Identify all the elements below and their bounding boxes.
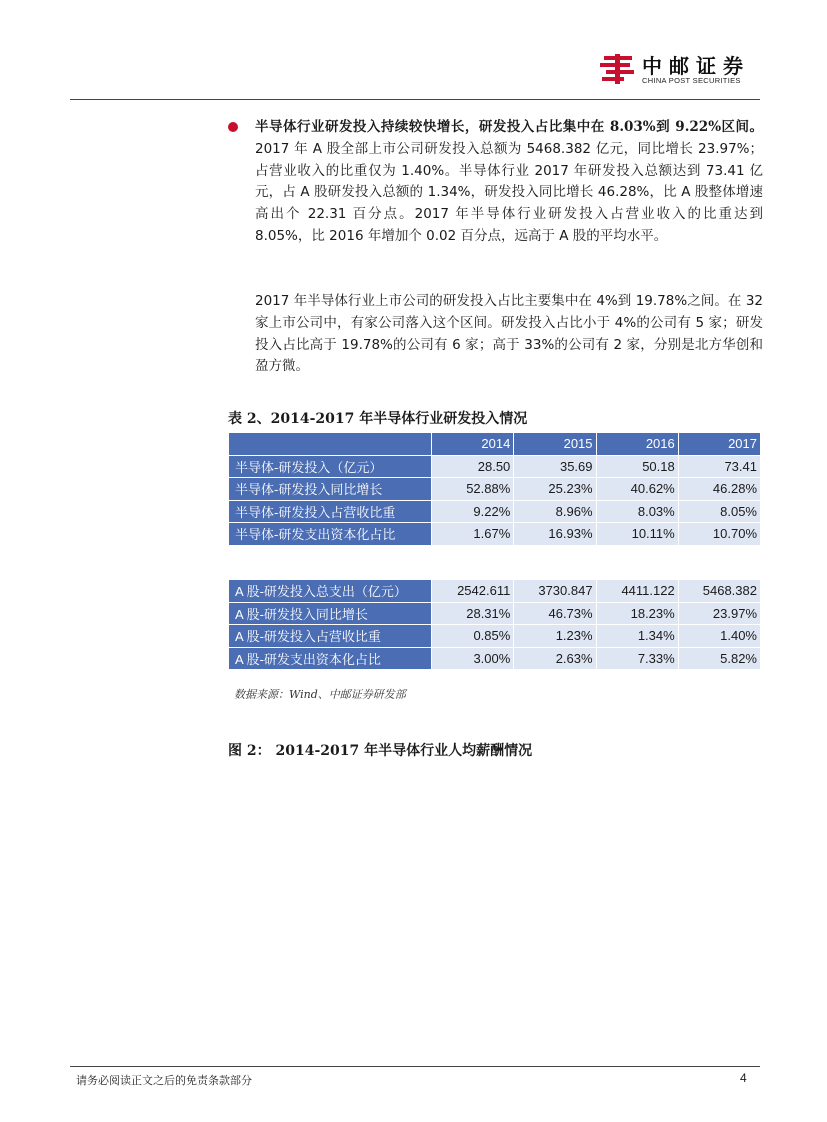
table-cell: 40.62% — [596, 478, 678, 501]
paragraph-body: 2017 年 A 股全部上市公司研发投入总额为 5468.382 亿元，同比增长 23.97%；占营业收入的比重仅为 1.40%。半导体行业 2017 年研发投入总额达到 73.41 亿元，占 A 股研发投入总额的 1.34%，研发投入同比增长 46.28%，比 A 股整体增速高出个 22.31 百分点。2017 年半导体行业研发投入占营业收入的比重达到 8.05%，比 2016 年增加个 0.02 百分点，远高于 A 股的平均水平。 — [255, 140, 763, 244]
row-label: A 股-研发投入占营收比重 — [229, 625, 432, 648]
table-cell: 3730.847 — [514, 580, 596, 603]
year-header: 2015 — [514, 433, 596, 456]
table-row — [229, 455, 761, 478]
table-cell: 52.88% — [432, 478, 514, 501]
table-row — [229, 602, 761, 625]
year-header: 2016 — [596, 433, 678, 456]
logo-chinese-name: 中邮证券 — [642, 54, 750, 78]
table-cell: 50.18 — [596, 455, 678, 478]
table-cell: 8.03% — [596, 500, 678, 523]
table-cell: 4411.122 — [596, 580, 678, 603]
table-cell: 10.11% — [596, 523, 678, 546]
table-cell: 1.40% — [678, 625, 760, 648]
table-cell: 9.22% — [432, 500, 514, 523]
footer-divider — [70, 1066, 760, 1067]
row-label: A 股-研发投入同比增长 — [229, 602, 432, 625]
row-label: A 股-研发投入总支出（亿元） — [229, 580, 432, 603]
row-label: 半导体-研发投入同比增长 — [229, 478, 432, 501]
table-cell: 8.96% — [514, 500, 596, 523]
table-cell: 18.23% — [596, 602, 678, 625]
table-cell: 0.85% — [432, 625, 514, 648]
header-divider — [70, 99, 760, 100]
table-cell: 5.82% — [678, 647, 760, 670]
table-cell: 8.05% — [678, 500, 760, 523]
table-cell: 46.73% — [514, 602, 596, 625]
page-number: 4 — [740, 1071, 747, 1085]
row-label: 半导体-研发投入（亿元） — [229, 455, 432, 478]
table-cell: 23.97% — [678, 602, 760, 625]
table-row — [229, 580, 761, 603]
table-cell: 28.50 — [432, 455, 514, 478]
table-header-row — [229, 433, 761, 456]
company-logo — [598, 48, 748, 92]
table-cell: 2542.611 — [432, 580, 514, 603]
table-cell: 1.34% — [596, 625, 678, 648]
table-row — [229, 478, 761, 501]
table-cell: 16.93% — [514, 523, 596, 546]
table-cell: 28.31% — [432, 602, 514, 625]
year-header: 2017 — [678, 433, 760, 456]
footer-disclaimer: 请务必阅读正文之后的免责条款部分 — [76, 1074, 252, 1087]
table-cell: 73.41 — [678, 455, 760, 478]
table-title: 表 2、2014-2017 年半导体行业研发投入情况 — [228, 411, 528, 427]
table-row — [229, 523, 761, 546]
table-cell: 46.28% — [678, 478, 760, 501]
semiconductor-rd-table — [228, 432, 761, 546]
table-cell: 5468.382 — [678, 580, 760, 603]
table-cell: 35.69 — [514, 455, 596, 478]
data-source-note: 数据来源：Wind、中邮证券研发部 — [234, 688, 406, 701]
year-header: 2014 — [432, 433, 514, 456]
row-label: 半导体-研发投入占营收比重 — [229, 500, 432, 523]
table-cell: 10.70% — [678, 523, 760, 546]
table-cell: 2.63% — [514, 647, 596, 670]
china-post-logo-icon — [598, 52, 638, 86]
a-share-rd-table — [228, 579, 761, 670]
logo-english-name: CHINA POST SECURITIES — [642, 76, 741, 85]
table-cell: 1.23% — [514, 625, 596, 648]
table-corner-cell — [229, 433, 432, 456]
paragraph-lead: 半导体行业研发投入持续较快增长，研发投入占比集中在 8.03%到 9.22%区间。 — [255, 119, 763, 135]
row-label: 半导体-研发支出资本化占比 — [229, 523, 432, 546]
table-cell: 3.00% — [432, 647, 514, 670]
paragraph-rd-distribution: 2017 年半导体行业上市公司的研发投入占比主要集中在 4%到 19.78%之间。在 32 家上市公司中，有家公司落入这个区间。研发投入占比小于 4%的公司有 5 家；研发投入占比高于 19.78%的公司有 6 家；高于 33%的公司有 2 家，分别是北方华创和盈方微。 — [255, 293, 763, 375]
table-cell: 25.23% — [514, 478, 596, 501]
table-row — [229, 625, 761, 648]
table-cell: 7.33% — [596, 647, 678, 670]
row-label: A 股-研发支出资本化占比 — [229, 647, 432, 670]
table-cell: 1.67% — [432, 523, 514, 546]
paragraph-rd-growth — [255, 117, 763, 248]
table-row — [229, 500, 761, 523]
figure-title: 图 2： 2014-2017 年半导体行业人均薪酬情况 — [228, 743, 533, 759]
bullet-icon — [228, 122, 238, 132]
table-row — [229, 647, 761, 670]
